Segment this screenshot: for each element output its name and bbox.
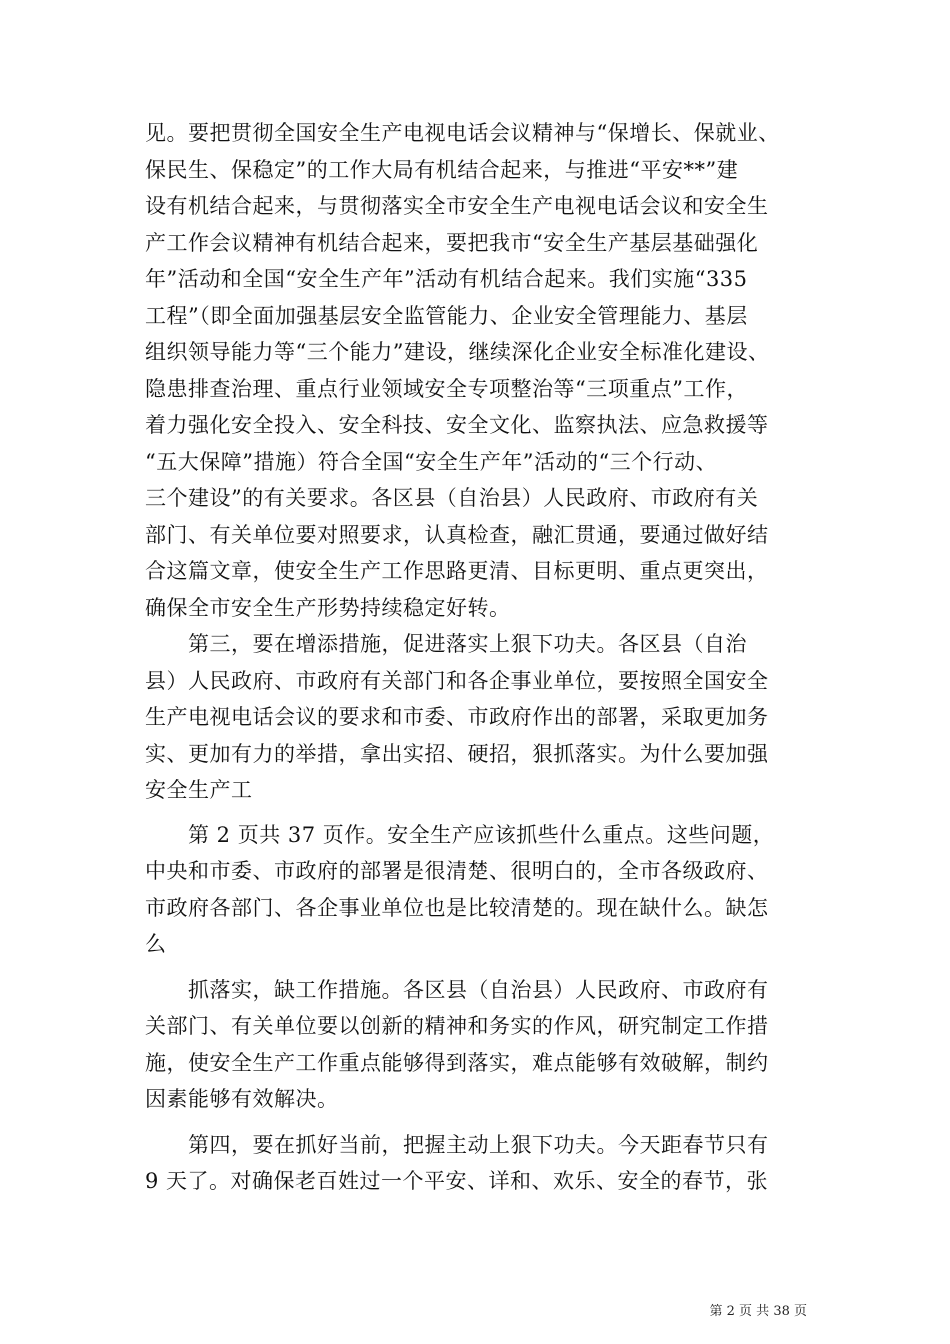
text-line: 工程”（即全面加强基层安全监管能力、企业安全管理能力、基层 bbox=[145, 304, 748, 328]
text-line: 9 天了。对确保老百姓过一个平安、详和、欢乐、安全的春节，张 bbox=[145, 1169, 769, 1193]
text-line: 确保全市安全生产形势持续稳定好转。 bbox=[145, 596, 511, 620]
text-line: 合这篇文章，使安全生产工作思路更清、目标更明、重点更突出， bbox=[145, 559, 769, 583]
text-line: “五大保障”措施）符合全国“安全生产年”活动的“三个行动、 bbox=[145, 450, 718, 474]
text-line: 市政府各部门、各企事业单位也是比较清楚的。现在缺什么。缺怎 bbox=[145, 896, 769, 920]
paragraph-start: 第三，要在增添措施，促进落实上狠下功夫。各区县（自治 bbox=[145, 632, 747, 656]
text-line: 组织领导能力等“三个能力”建设，继续深化企业安全标准化建设、 bbox=[145, 340, 770, 364]
paragraph-start: 第四，要在抓好当前，把握主动上狠下功夫。今天距春节只有 bbox=[145, 1133, 769, 1157]
text-line: 安全生产工 bbox=[145, 778, 253, 802]
text-line: 么 bbox=[145, 932, 167, 956]
paragraph-start: 抓落实，缺工作措施。各区县（自治县）人民政府、市政府有 bbox=[145, 978, 769, 1002]
text-line: 保民生、保稳定”的工作大局有机结合起来，与推进“平安**”建 bbox=[145, 158, 739, 182]
text-line: 部门、有关单位要对照要求，认真检查，融汇贯通，要通过做好结 bbox=[145, 523, 769, 547]
text-line: 着力强化安全投入、安全科技、安全文化、监察执法、应急救援等 bbox=[145, 413, 769, 437]
page-footer: 第 2 页 共 38 页 bbox=[709, 1304, 807, 1319]
text-line: 施，使安全生产工作重点能够得到落实，难点能够有效破解，制约 bbox=[145, 1051, 769, 1075]
text-line: 见。要把贯彻全国安全生产电视电话会议精神与“保增长、保就业、 bbox=[145, 121, 780, 145]
text-line: 三个建设”的有关要求。各区县（自治县）人民政府、市政府有关 bbox=[145, 486, 759, 510]
text-line: 因素能够有效解决。 bbox=[145, 1087, 339, 1111]
text-line: 实、更加有力的举措，拿出实招、硬招，狠抓落实。为什么要加强 bbox=[145, 742, 769, 766]
text-line: 年”活动和全国“安全生产年”活动有机结合起来。我们实施“335 bbox=[145, 267, 748, 291]
text-line: 关部门、有关单位要以创新的精神和务实的作风，研究制定工作措 bbox=[145, 1014, 769, 1038]
paragraph-start: 第 2 页共 37 页作。安全生产应该抓些什么重点。这些问题， bbox=[145, 823, 775, 847]
text-line: 产工作会议精神有机结合起来，要把我市“安全生产基层基础强化 bbox=[145, 231, 759, 255]
text-line: 隐患排查治理、重点行业领域安全专项整治等“三项重点”工作， bbox=[145, 377, 748, 401]
text-line: 设有机结合起来，与贯彻落实全市安全生产电视电话会议和安全生 bbox=[145, 194, 769, 218]
text-line: 县）人民政府、市政府有关部门和各企事业单位，要按照全国安全 bbox=[145, 669, 769, 693]
text-line: 生产电视电话会议的要求和市委、市政府作出的部署，采取更加务 bbox=[145, 705, 769, 729]
text-line: 中央和市委、市政府的部署是很清楚、很明白的，全市各级政府、 bbox=[145, 859, 769, 883]
